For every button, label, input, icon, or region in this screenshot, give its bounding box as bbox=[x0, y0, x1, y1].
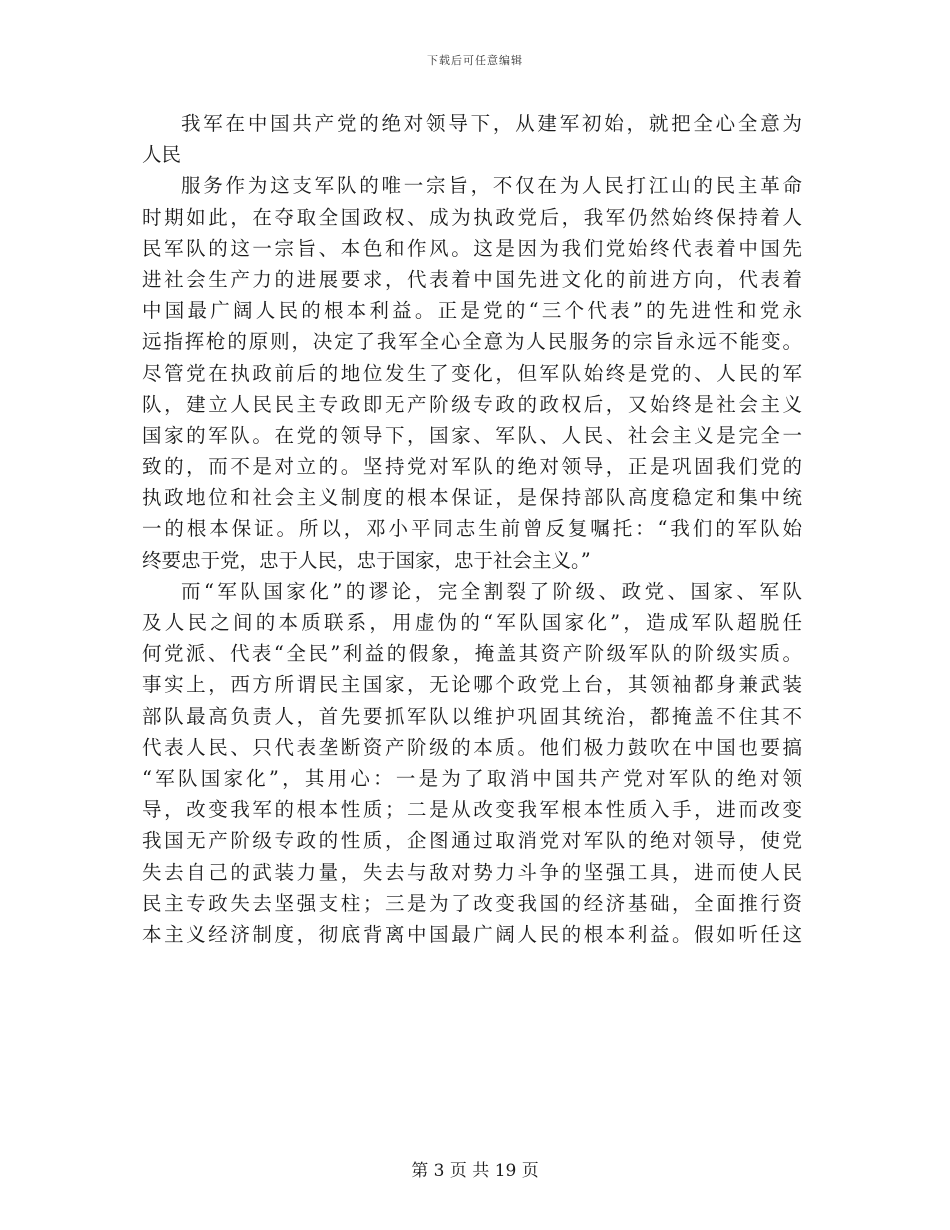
text-line: 我军在中国共产党的绝对领导下，从建军初始，就把全心全意为 bbox=[181, 112, 802, 135]
text-line: 远指挥枪的原则，决定了我军全心全意为人民服务的宗旨永远不能变。 bbox=[142, 330, 802, 354]
text-line: 一的根本保证。所以，邓小平同志生前曾反复嘱托：“我们的军队始 bbox=[142, 517, 802, 541]
text-line: 民军队的这一宗旨、本色和作风。这是因为我们党始终代表着中国先 bbox=[142, 236, 802, 260]
body-text bbox=[142, 108, 802, 950]
text-line: 国家的军队。在党的领导下，国家、军队、人民、社会主义是完全一 bbox=[142, 423, 802, 447]
text-line: 何党派、代表“全民”利益的假象，掩盖其资产阶级军队的阶级实质。 bbox=[142, 642, 802, 666]
text-line: 部队最高负责人，首先要抓军队以维护巩固其统治，都掩盖不住其不 bbox=[142, 704, 802, 728]
text-line: 事实上，西方所谓民主国家，无论哪个政党上台，其领袖都身兼武装 bbox=[142, 673, 802, 697]
text-line: 尽管党在执政前后的地位发生了变化，但军队始终是党的、人民的军 bbox=[142, 361, 802, 385]
text-line: 队，建立人民民主专政即无产阶级专政的政权后，又始终是社会主义 bbox=[142, 392, 802, 416]
text-line: “军队国家化”，其用心：一是为了取消中国共产党对军队的绝对领 bbox=[142, 766, 802, 790]
text-line: 终要忠于党，忠于人民，忠于国家，忠于社会主义。” bbox=[142, 548, 591, 572]
text-line: 代表人民、只代表垄断资产阶级的本质。他们极力鼓吹在中国也要搞 bbox=[142, 735, 802, 759]
page-number: 第 3 页 共 19 页 bbox=[411, 1161, 539, 1181]
text-line: 人民 bbox=[142, 143, 182, 167]
text-line: 致的，而不是对立的。坚持党对军队的绝对领导，正是巩固我们党的 bbox=[142, 455, 802, 479]
text-line: 民主专政失去坚强支柱；三是为了改变我国的经济基础，全面推行资 bbox=[142, 891, 802, 915]
text-line: 及人民之间的本质联系，用虚伪的“军队国家化”，造成军队超脱任 bbox=[142, 611, 802, 634]
text-line: 进社会生产力的进展要求，代表着中国先进文化的前进方向，代表着 bbox=[142, 267, 802, 291]
text-line: 我国无产阶级专政的性质，企图通过取消党对军队的绝对领导，使党 bbox=[142, 829, 802, 853]
text-line: 执政地位和社会主义制度的根本保证，是保持部队高度稳定和集中统 bbox=[142, 486, 802, 510]
text-line: 本主义经济制度，彻底背离中国最广阔人民的根本利益。假如听任这 bbox=[142, 922, 802, 946]
text-line: 中国最广阔人民的根本利益。正是党的“三个代表”的先进性和党永 bbox=[142, 299, 802, 323]
text-line: 而“军队国家化”的谬论，完全割裂了阶级、政党、国家、军队 bbox=[181, 579, 802, 603]
page-header: 下载后可任意编辑 bbox=[427, 54, 523, 67]
text-line: 导，改变我军的根本性质；二是从改变我军根本性质入手，进而改变 bbox=[142, 798, 802, 822]
text-line: 服务作为这支军队的唯一宗旨，不仅在为人民打江山的民主革命 bbox=[181, 174, 802, 198]
text-line: 失去自己的武装力量，失去与敌对势力斗争的坚强工具，进而使人民 bbox=[142, 860, 802, 884]
text-line: 时期如此，在夺取全国政权、成为执政党后，我军仍然始终保持着人 bbox=[142, 205, 802, 229]
